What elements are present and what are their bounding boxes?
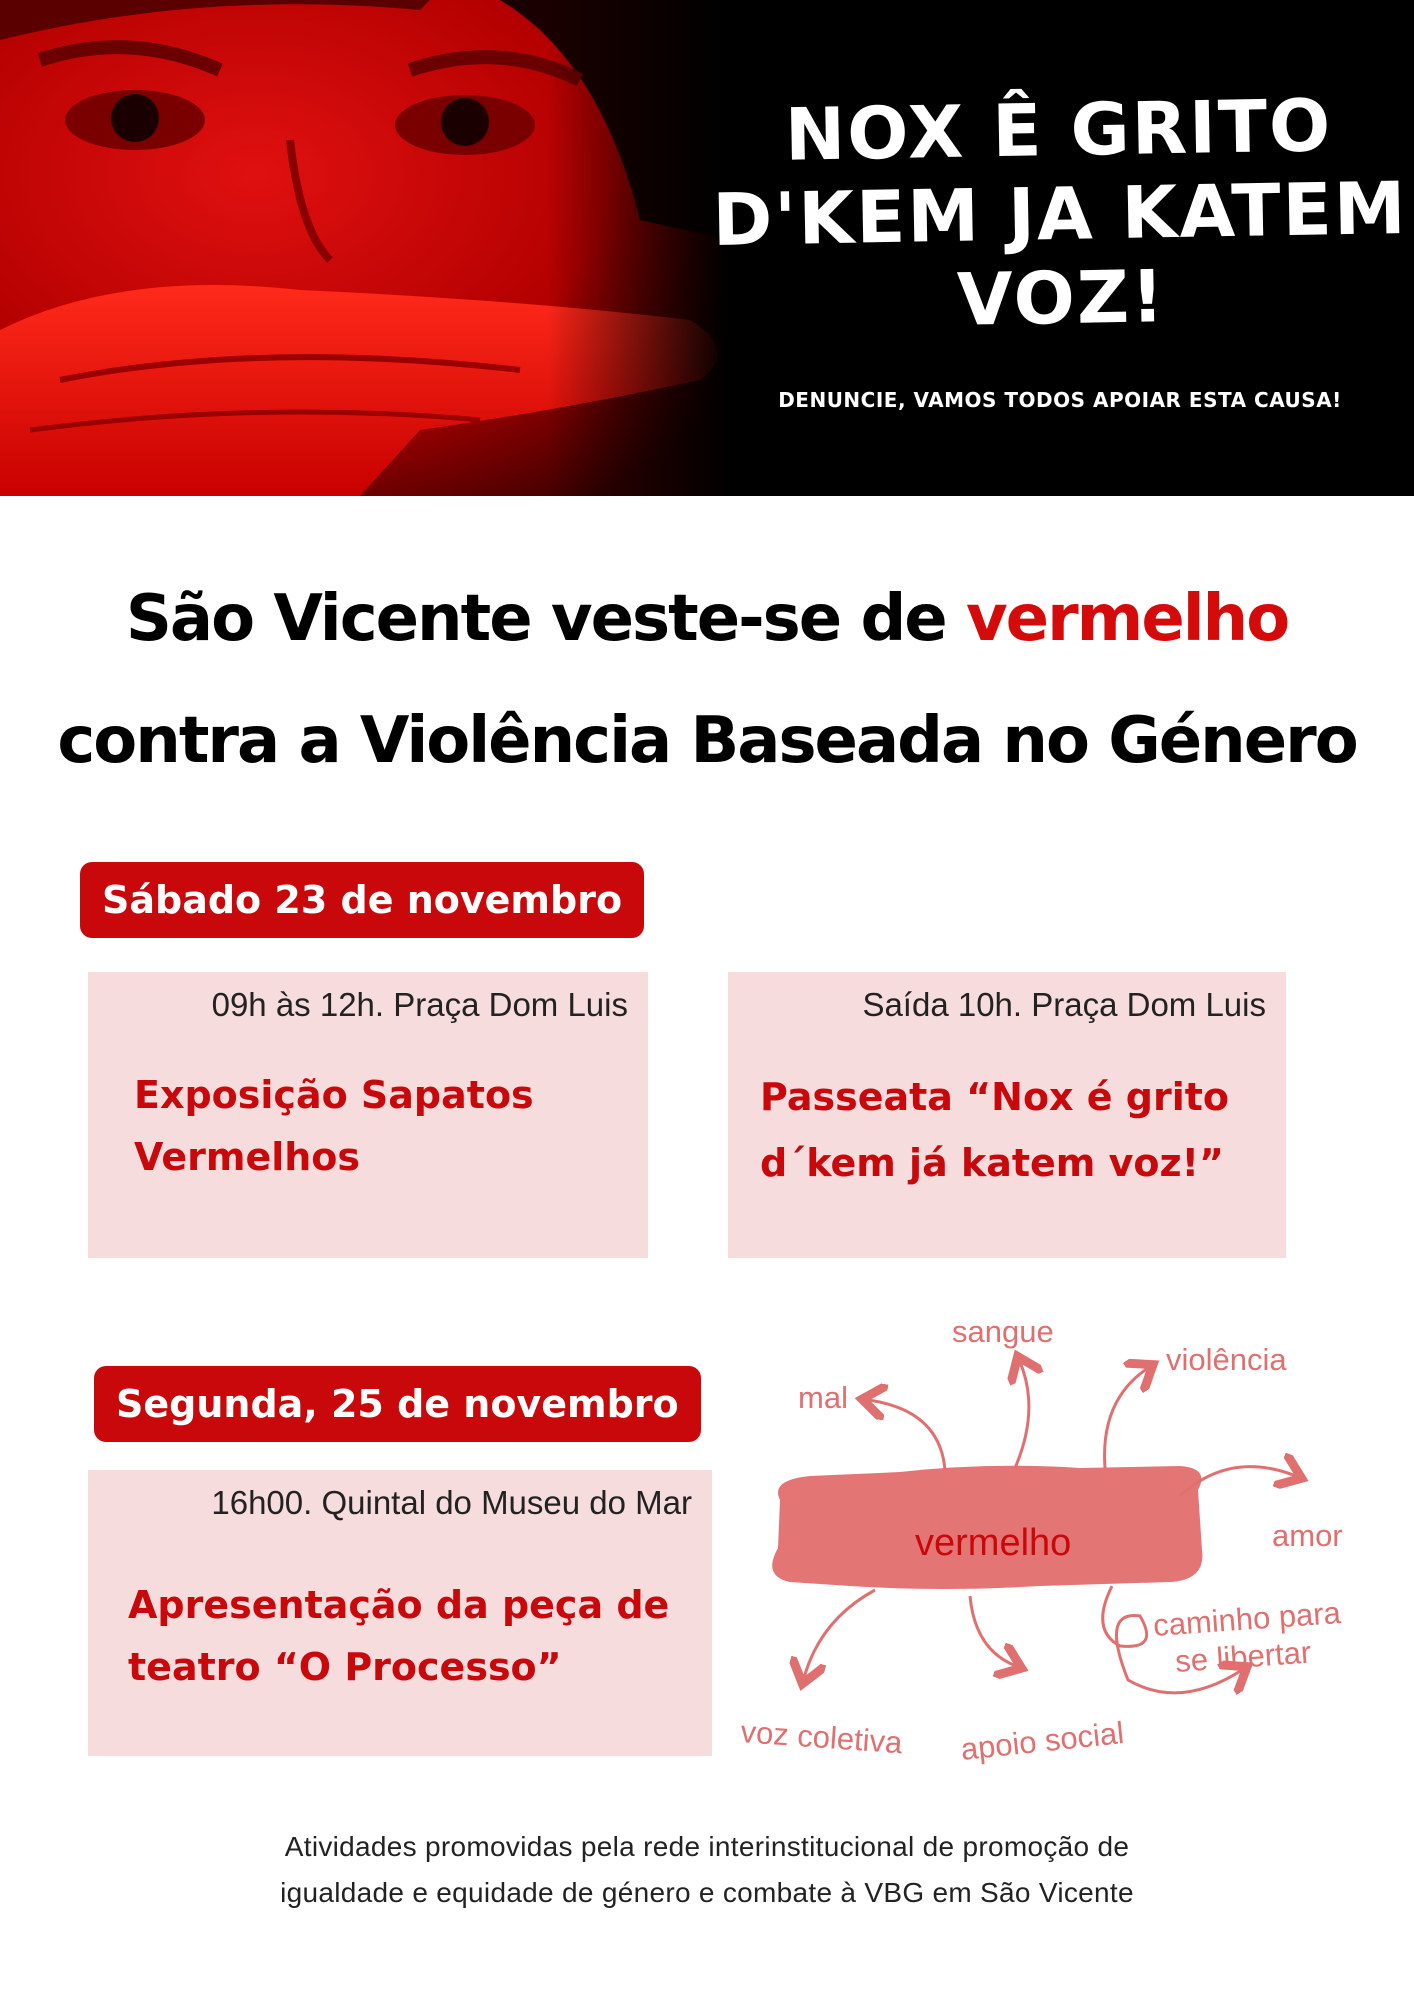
arrow-apoio bbox=[970, 1596, 1016, 1666]
hero-title-line: VOZ! bbox=[956, 254, 1167, 342]
mindmap-word: sangue bbox=[952, 1314, 1054, 1349]
mindmap-word: caminho para bbox=[1152, 1594, 1342, 1643]
hero-photo-face-covered-by-hand bbox=[0, 0, 730, 496]
event-title-line: d´kem já katem voz!” bbox=[760, 1141, 1224, 1185]
word-association-map bbox=[740, 1300, 1414, 1780]
page-headline bbox=[0, 558, 1414, 802]
footer-line-1: Atividades promovidas pela rede interinstitucional de promoção de bbox=[284, 1831, 1130, 1862]
event-title-line: Passeata “Nox é grito bbox=[760, 1075, 1230, 1119]
hero-title-line: NOX Ê GRITO bbox=[784, 83, 1333, 177]
event-title bbox=[128, 1574, 669, 1698]
mindmap-center-word: vermelho bbox=[915, 1522, 1072, 1564]
event-title-line: teatro “O Processo” bbox=[128, 1645, 562, 1689]
mindmap-word: apoio social bbox=[959, 1715, 1126, 1767]
event-time: 09h às 12h. Praça Dom Luis bbox=[211, 986, 628, 1023]
headline-line-2: contra a Violência Baseada no Género bbox=[57, 704, 1357, 778]
headline-accent-word: vermelho bbox=[965, 582, 1289, 656]
event-title-line: Exposição Sapatos bbox=[134, 1073, 534, 1117]
arrow-mal bbox=[868, 1400, 945, 1470]
event-time: Saída 10h. Praça Dom Luis bbox=[862, 986, 1266, 1023]
mindmap-word: mal bbox=[798, 1380, 848, 1415]
hero-banner bbox=[0, 0, 1414, 496]
date-badge-day1: Sábado 23 de novembro bbox=[80, 862, 644, 938]
mindmap-word: se libertar bbox=[1174, 1634, 1313, 1679]
event-title-line: Apresentação da peça de bbox=[128, 1583, 670, 1627]
arrow-voz bbox=[804, 1590, 875, 1678]
mindmap-word: amor bbox=[1272, 1518, 1343, 1553]
arrow-violencia bbox=[1105, 1368, 1148, 1468]
headline-line-1 bbox=[0, 558, 1414, 680]
mindmap-word: violência bbox=[1166, 1342, 1287, 1377]
event-time: 16h00. Quintal do Museu do Mar bbox=[211, 1484, 692, 1521]
footer-credits bbox=[0, 1824, 1414, 1916]
hero-title bbox=[698, 82, 1414, 347]
hero-subtitle: DENUNCIE, VAMOS TODOS APOIAR ESTA CAUSA! bbox=[778, 388, 1342, 412]
hero-title-line: D'KEM JA KATEM bbox=[711, 165, 1409, 263]
event-card-passeata bbox=[728, 972, 1286, 1258]
footer-line-2: igualdade e equidade de género e combate à VBG em São Vicente bbox=[280, 1877, 1134, 1908]
headline-text: São Vicente veste-se de bbox=[125, 582, 966, 656]
event-title-line: Vermelhos bbox=[134, 1135, 361, 1179]
date-badge-day2: Segunda, 25 de novembro bbox=[94, 1366, 701, 1442]
event-title bbox=[760, 1064, 1229, 1196]
event-card-teatro bbox=[88, 1470, 712, 1756]
mindmap-word: voz coletiva bbox=[740, 1714, 904, 1761]
event-title bbox=[134, 1064, 534, 1188]
event-card-exposicao bbox=[88, 972, 648, 1258]
arrow-sangue bbox=[1015, 1362, 1029, 1468]
